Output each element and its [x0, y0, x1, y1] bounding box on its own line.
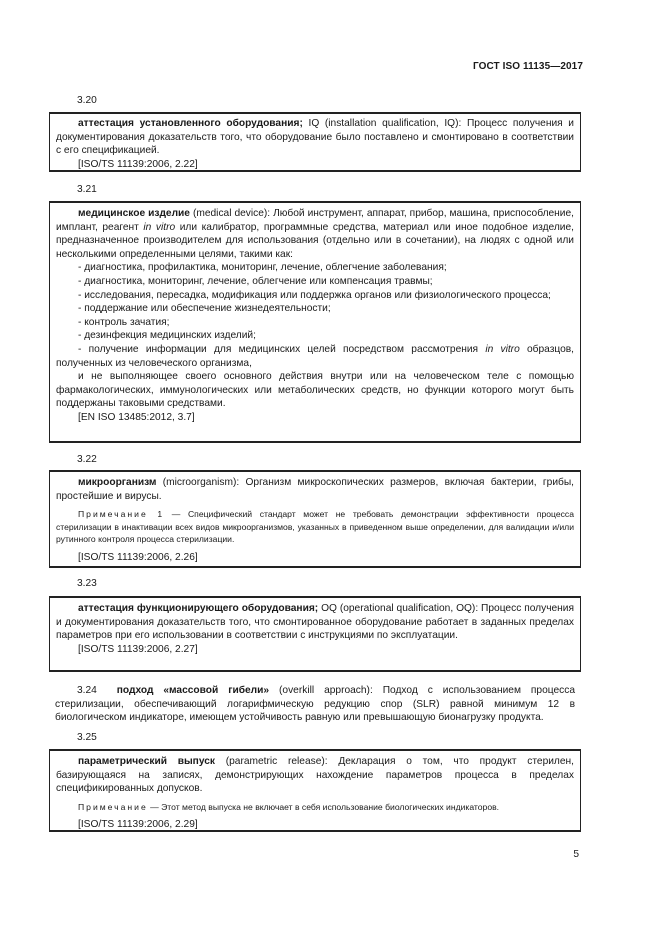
term-box-3-25 — [49, 749, 581, 832]
list-item: - получение информации для медицинских целей посредством рассмотрения in vitro образцов, полученных из человеческого организма, — [56, 343, 575, 369]
list-item: - дезинфекция медицинских изделий; — [78, 330, 256, 342]
term-3-24: подход «массовой гибели» — [116, 685, 270, 696]
entry-number-3-23: 3.23 — [77, 578, 97, 589]
definition-tail-3-21: и не выполняющее своего основного действия внутри или на человеческом теле с помощью фармакологических, иммунологических или метаболических средств, но функции которого могут быть поддержаны таковыми средствами. — [56, 371, 574, 410]
note-3-25: Примечание — Этот метод выпуска не включает в себя использование биологических индикаторов. — [78, 801, 500, 812]
entry-number-3-25: 3.25 — [77, 732, 97, 743]
term-box-3-21 — [49, 201, 581, 443]
term-3-23: аттестация функционирующего оборудования; — [78, 603, 319, 614]
term-box-3-20 — [49, 112, 581, 172]
reference-3-23: [ISO/TS 11139:2006, 2.27] — [78, 643, 198, 655]
standard-header: ГОСТ ISO 11135—2017 — [472, 61, 583, 72]
entry-number-3-24: 3.24 — [77, 685, 97, 696]
list-item: - диагностика, профилактика, мониторинг, лечение, облегчение заболевания; — [78, 262, 447, 274]
reference-3-22: [ISO/TS 11139:2006, 2.26] — [78, 552, 198, 564]
term-box-3-23 — [49, 596, 581, 672]
term-3-21: медицинское изделие — [78, 208, 190, 219]
entry-3-24 — [55, 684, 575, 725]
definition-3-24: 3.24 подход «массовой гибели» (overkill approach): Подход с использованием процесса стерилизации, обеспечивающий логарифмическую редукцию спор (SLR) равной минимум 12 в биологическом индикаторе, имеющем устойчивость равную или превышающую бионагрузку продукта. — [55, 685, 575, 724]
reference-3-25: [ISO/TS 11139:2006, 2.29] — [78, 819, 198, 831]
entry-number-3-22: 3.22 — [77, 454, 97, 465]
definition-3-25: параметрический выпуск (parametric release): Декларация о том, что продукт стерилен, базирующаяся на записях, демонстрирующих нахождение параметров процесса в пределах спецификированных допусков. — [56, 756, 575, 795]
term-3-22: микроорганизм — [78, 477, 157, 488]
term-3-25: параметрический выпуск — [78, 756, 216, 767]
reference-3-20: [ISO/TS 11139:2006, 2.22] — [78, 158, 198, 170]
list-item: - диагностика, мониторинг, лечение, облегчение или компенсация травмы; — [78, 275, 433, 287]
term-box-3-22 — [49, 470, 581, 568]
list-item: - исследования, пересадка, модификация или поддержка органов или физиологического процесса; — [78, 289, 551, 301]
definition-3-21: медицинское изделие (medical device): Любой инструмент, аппарат, прибор, машина, приспособление, имплант, реагент in vitro или калибратор, программные средства, материал или иное подобное изделие, предназначенное производителем для использования (отдельно или в сочетании), на людях с одной или несколькими определенными целями, такими как: — [56, 208, 574, 260]
note-3-22: Примечание 1 — Специфический стандарт может не требовать демонстрации эффективности процесса стерилизации в инактивации всех видов микроорганизмов, указанных в приведенном выше определении, для валидации и/или рутинного контроля процесса стерилизации. — [56, 509, 574, 544]
definition-3-20: аттестация установленного оборудования; IQ (installation qualification, IQ): Процесс получения и документирования доказательств того, что оборудование было поставлено и смонтировано в соответствии с его спецификацией. — [56, 118, 574, 157]
definition-3-22: микроорганизм (microorganism): Организм микроскопических размеров, включая бактерии, грибы, простейшие и вирусы. — [56, 477, 574, 502]
entry-number-3-21: 3.21 — [77, 184, 97, 195]
list-item: - контроль зачатия; — [78, 316, 170, 328]
reference-3-21: [EN ISO 13485:2012, 3.7] — [78, 411, 195, 423]
term-3-20: аттестация установленного оборудования; — [78, 118, 303, 129]
entry-number-3-20: 3.20 — [77, 95, 97, 106]
list-item: - поддержание или обеспечение жизнедеятельности; — [78, 303, 331, 315]
definition-3-23: аттестация функционирующего оборудования; OQ (operational qualification, OQ): Процесс получения и документирования доказательств того, что смонтированное оборудование работает в заданных пределах параметров при его использовании в соответствии с инструкциями по эксплуатации. — [56, 603, 574, 642]
page-number: 5 — [573, 849, 579, 860]
